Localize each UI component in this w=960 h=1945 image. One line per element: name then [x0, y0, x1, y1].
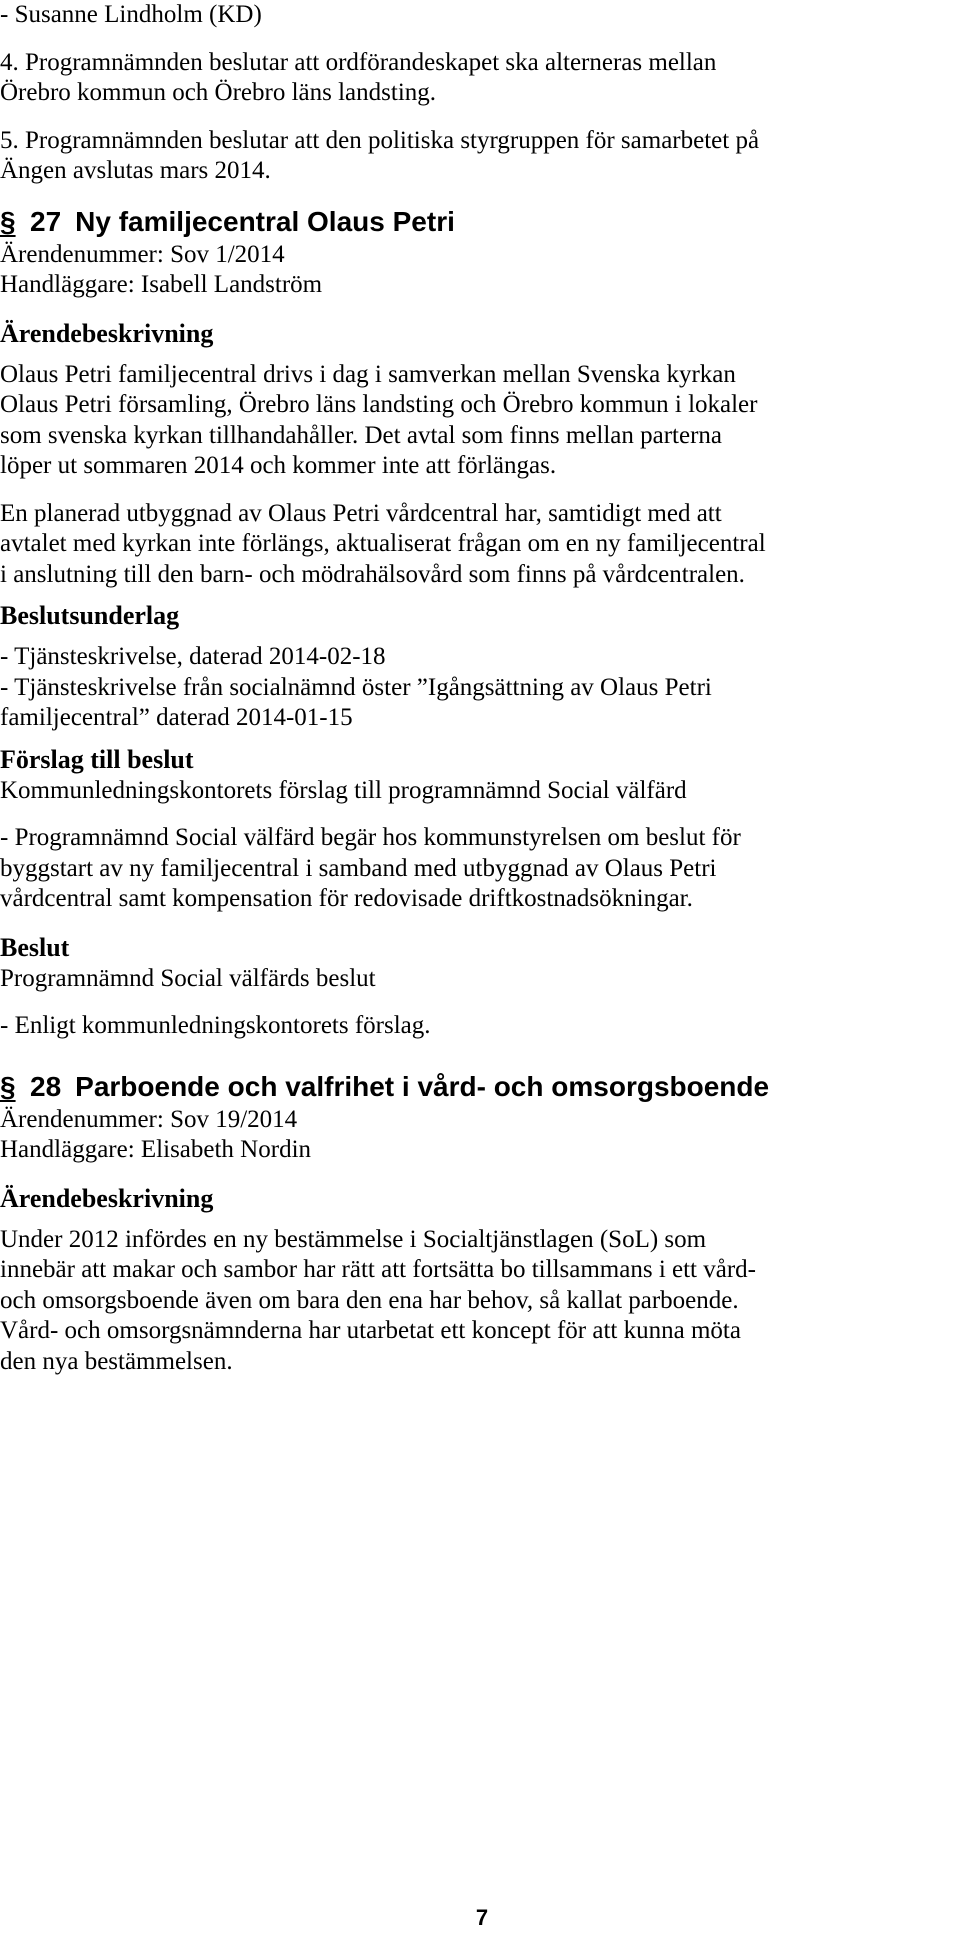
section-28-heading [0, 1069, 955, 1105]
member-line: - Susanne Lindholm (KD) [0, 1, 262, 28]
case-number: Ärendenummer: Sov 1/2014 [0, 240, 285, 268]
description-line: innebär att makar och sambor har rätt att fortsätta bo tillsammans i ett vård- [0, 1256, 756, 1283]
decision-intro: Programnämnd Social välfärds beslut [0, 964, 376, 992]
item-5-line-2: Ängen avslutas mars 2014. [0, 157, 271, 184]
basis-line: familjecentral” daterad 2014-01-15 [0, 704, 353, 731]
item-4-line-2: Örebro kommun och Örebro läns landsting. [0, 79, 437, 106]
proposal-line: byggstart av ny familjecentral i samband med utbyggnad av Olaus Petri [0, 854, 717, 882]
basis-heading: Beslutsunderlag [0, 601, 180, 630]
description-heading: Ärendebeskrivning [0, 318, 214, 348]
section-title: Ny familjecentral Olaus Petri [75, 205, 455, 237]
description-line: Vård- och omsorgsnämnderna har utarbetat ett koncept för att kunna möta [0, 1317, 741, 1344]
description-line: Olaus Petri församling, Örebro läns landsting och Örebro kommun i lokaler [0, 391, 758, 418]
proposal-line: vårdcentral samt kompensation för redovisade driftkostnadsökningar. [0, 885, 693, 912]
proposal-line: - Programnämnd Social välfärd begär hos kommunstyrelsen om beslut för [0, 824, 741, 851]
section-title: Parboende och valfrihet i vård- och omsorgsboende [75, 1070, 770, 1102]
section-number: 27 [30, 205, 62, 237]
description-heading: Ärendebeskrivning [0, 1183, 214, 1213]
description-line: och omsorgsboende även om bara den ena har behov, så kallat parboende. [0, 1286, 739, 1314]
description-line: den nya bestämmelsen. [0, 1347, 233, 1375]
description-line: Under 2012 infördes en ny bestämmelse i Socialtjänstlagen (SoL) som [0, 1225, 707, 1253]
paragraph-symbol: § [0, 205, 16, 237]
section-27-heading [0, 204, 955, 240]
decision-heading: Beslut [0, 932, 70, 962]
description-line: i anslutning till den barn- och mödrahälsovård som finns på vårdcentralen. [0, 560, 745, 588]
description-line: som svenska kyrkan tillhandahåller. Det avtal som finns mellan parterna [0, 421, 723, 449]
item-5-line-1: 5. Programnämnden beslutar att den politiska styrgruppen för samarbetet på [0, 126, 760, 154]
description-line: löper ut sommaren 2014 och kommer inte att förlängas. [0, 452, 557, 479]
basis-line: - Tjänsteskrivelse, daterad 2014-02-18 [0, 643, 386, 670]
proposal-intro: Kommunledningskontorets förslag till programnämnd Social välfärd [0, 776, 687, 804]
basis-line: - Tjänsteskrivelse från socialnämnd öster ”Igångsättning av Olaus Petri [0, 673, 712, 701]
description-line: En planerad utbyggnad av Olaus Petri vårdcentral har, samtidigt med att [0, 499, 722, 527]
description-line: avtalet med kyrkan inte förlängs, aktualiserat frågan om en ny familjecentral [0, 530, 766, 557]
handler: Handläggare: Isabell Landström [0, 271, 323, 298]
section-27 [0, 204, 955, 1042]
decision-line: - Enligt kommunledningskontorets förslag. [0, 1012, 431, 1039]
description-line: Olaus Petri familjecentral drivs i dag i samverkan mellan Svenska kyrkan [0, 360, 736, 388]
section-number: 28 [30, 1070, 62, 1102]
case-number: Ärendenummer: Sov 19/2014 [0, 1105, 298, 1133]
item-4-line-1: 4. Programnämnden beslutar att ordförandeskapet ska alterneras mellan [0, 48, 717, 76]
paragraph-symbol: § [0, 1070, 16, 1102]
page-number: 7 [475, 1905, 489, 1930]
section-28 [0, 1069, 955, 1378]
handler: Handläggare: Elisabeth Nordin [0, 1136, 312, 1163]
proposal-heading: Förslag till beslut [0, 744, 194, 774]
